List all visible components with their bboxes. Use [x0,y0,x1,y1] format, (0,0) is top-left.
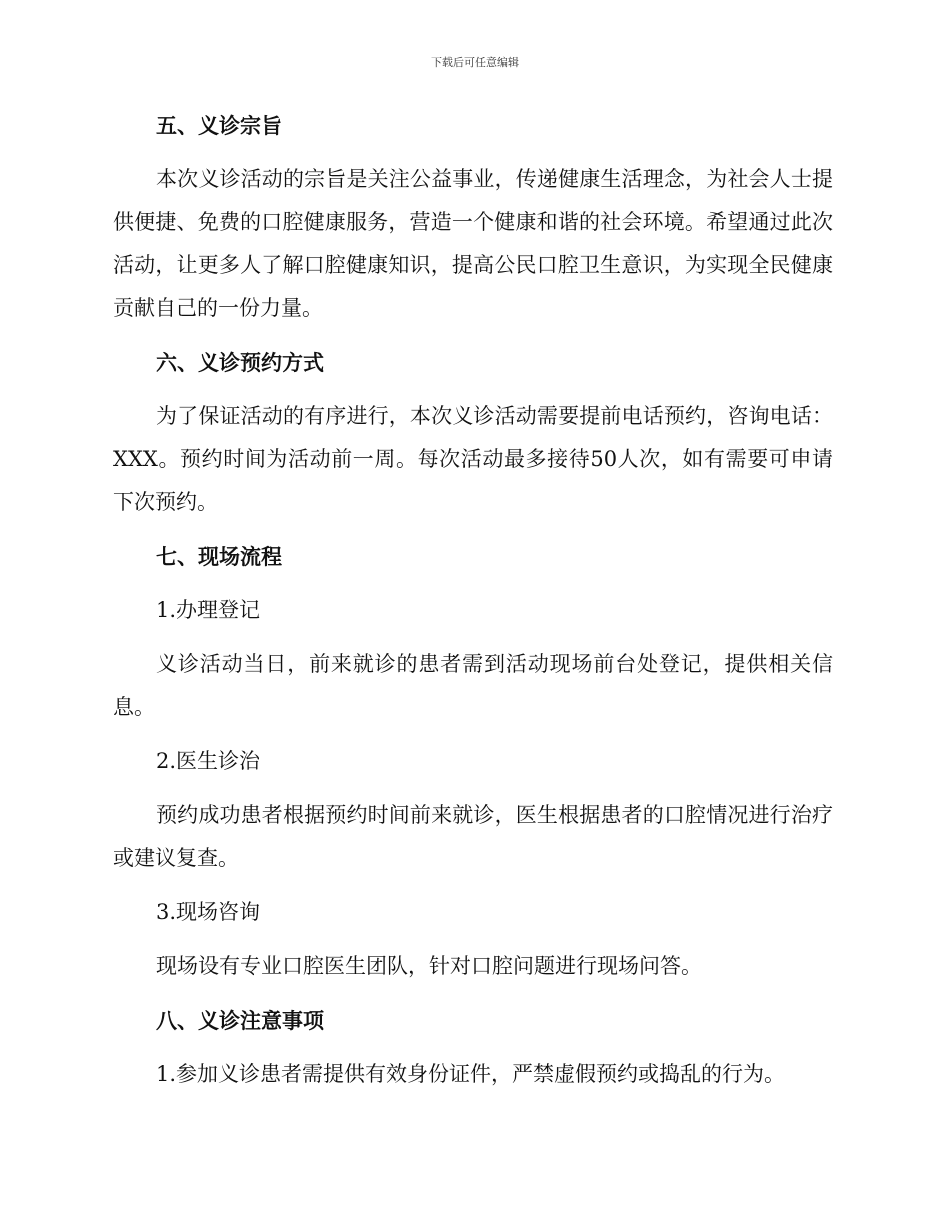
paragraph: 义诊活动当日，前来就诊的患者需到活动现场前台处登记，提供相关信息。 [113,652,833,719]
section-heading: 五、义诊宗旨 [156,113,282,138]
paragraph: 预约成功患者根据预约时间前来就诊，医生根据患者的口腔情况进行治疗或建议复查。 [113,803,833,870]
document-body [113,104,833,1096]
paragraph: 本次义诊活动的宗旨是关注公益事业，传递健康生活理念，为社会人士提供便捷、免费的口腔健康服务，营造一个健康和谐的社会环境。希望通过此次活动，让更多人了解口腔健康知识，提高公民口腔卫生意识，为实现全民健康贡献自己的一份力量。 [113,167,833,320]
list-item-label: 1.办理登记 [156,598,261,622]
page-header: 下载后可任意编辑 [431,56,519,69]
paragraph: 现场设有专业口腔医生团队，针对口腔问题进行现场问答。 [156,954,702,978]
paragraph: 为了保证活动的有序进行，本次义诊活动需要提前电话预约，咨询电话：XXX。预约时间为活动前一周。每次活动最多接待50人次，如有需要可申请下次预约。 [113,404,833,514]
section-heading: 七、现场流程 [156,544,282,569]
list-item-label: 2.医生诊治 [156,749,261,773]
list-item-label: 3.现场咨询 [156,900,261,924]
section-heading: 八、义诊注意事项 [156,1008,324,1033]
paragraph: 1.参加义诊患者需提供有效身份证件，严禁虚假预约或捣乱的行为。 [156,1062,786,1086]
section-heading: 六、义诊预约方式 [156,350,324,375]
